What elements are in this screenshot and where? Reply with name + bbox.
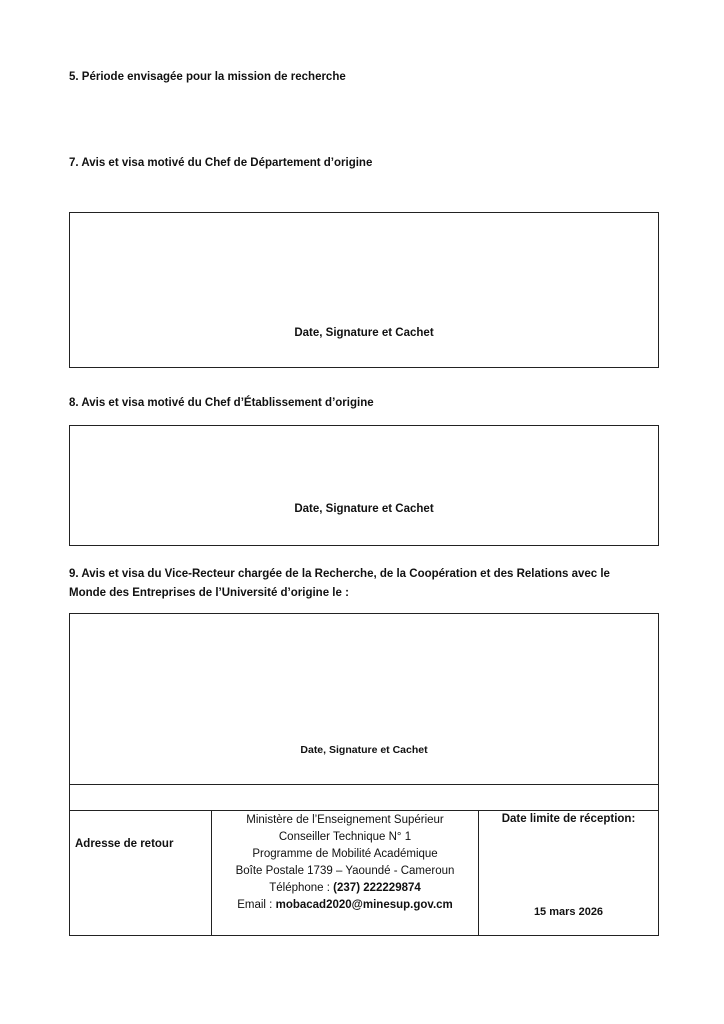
address-line-program: Programme de Mobilité Académique (252, 848, 438, 860)
section-8-signature-box[interactable] (69, 425, 659, 546)
section-9-signature-label: Date, Signature et Cachet (300, 744, 428, 756)
section-9-title-line-2: Monde des Entreprises de l’Université d’origine le : (69, 587, 349, 599)
phone-label: Téléphone : (269, 882, 330, 894)
deadline-date: 15 mars 2026 (533, 906, 604, 918)
section-5-title: 5. Période envisagée pour la mission de recherche (69, 71, 346, 83)
section-8-title: 8. Avis et visa motivé du Chef d’Établissement d’origine (69, 397, 374, 409)
section-9-signature-box[interactable] (69, 613, 659, 811)
address-cell (212, 810, 479, 935)
section-7-signature-label: Date, Signature et Cachet (294, 327, 434, 339)
address-email (212, 897, 478, 914)
deadline-label: Date limite de réception: (501, 813, 636, 825)
address-line-advisor: Conseiller Technique N° 1 (278, 831, 412, 843)
section-9-divider (70, 784, 658, 785)
phone-number: (237) 222229874 (333, 882, 421, 894)
return-address-label: Adresse de retour (75, 838, 174, 850)
email-address[interactable]: mobacad2020@minesup.gov.cm (275, 899, 453, 911)
section-7-title: 7. Avis et visa motivé du Chef de Département d’origine (69, 157, 373, 169)
address-phone (212, 880, 478, 897)
section-8-signature-label: Date, Signature et Cachet (294, 503, 434, 515)
address-line-postal: Boîte Postale 1739 – Yaoundé - Cameroun (235, 865, 455, 877)
address-line-ministry: Ministère de l’Enseignement Supérieur (246, 814, 444, 826)
section-7-signature-box[interactable] (69, 212, 659, 368)
deadline-cell (479, 810, 658, 935)
section-9-title-line-1: 9. Avis et visa du Vice-Recteur chargée de la Recherche, de la Coopération et des Relations avec le (69, 568, 610, 580)
address-block (212, 812, 478, 914)
email-label: Email : (237, 899, 273, 911)
return-label-cell (70, 810, 212, 935)
return-address-table (69, 810, 659, 936)
